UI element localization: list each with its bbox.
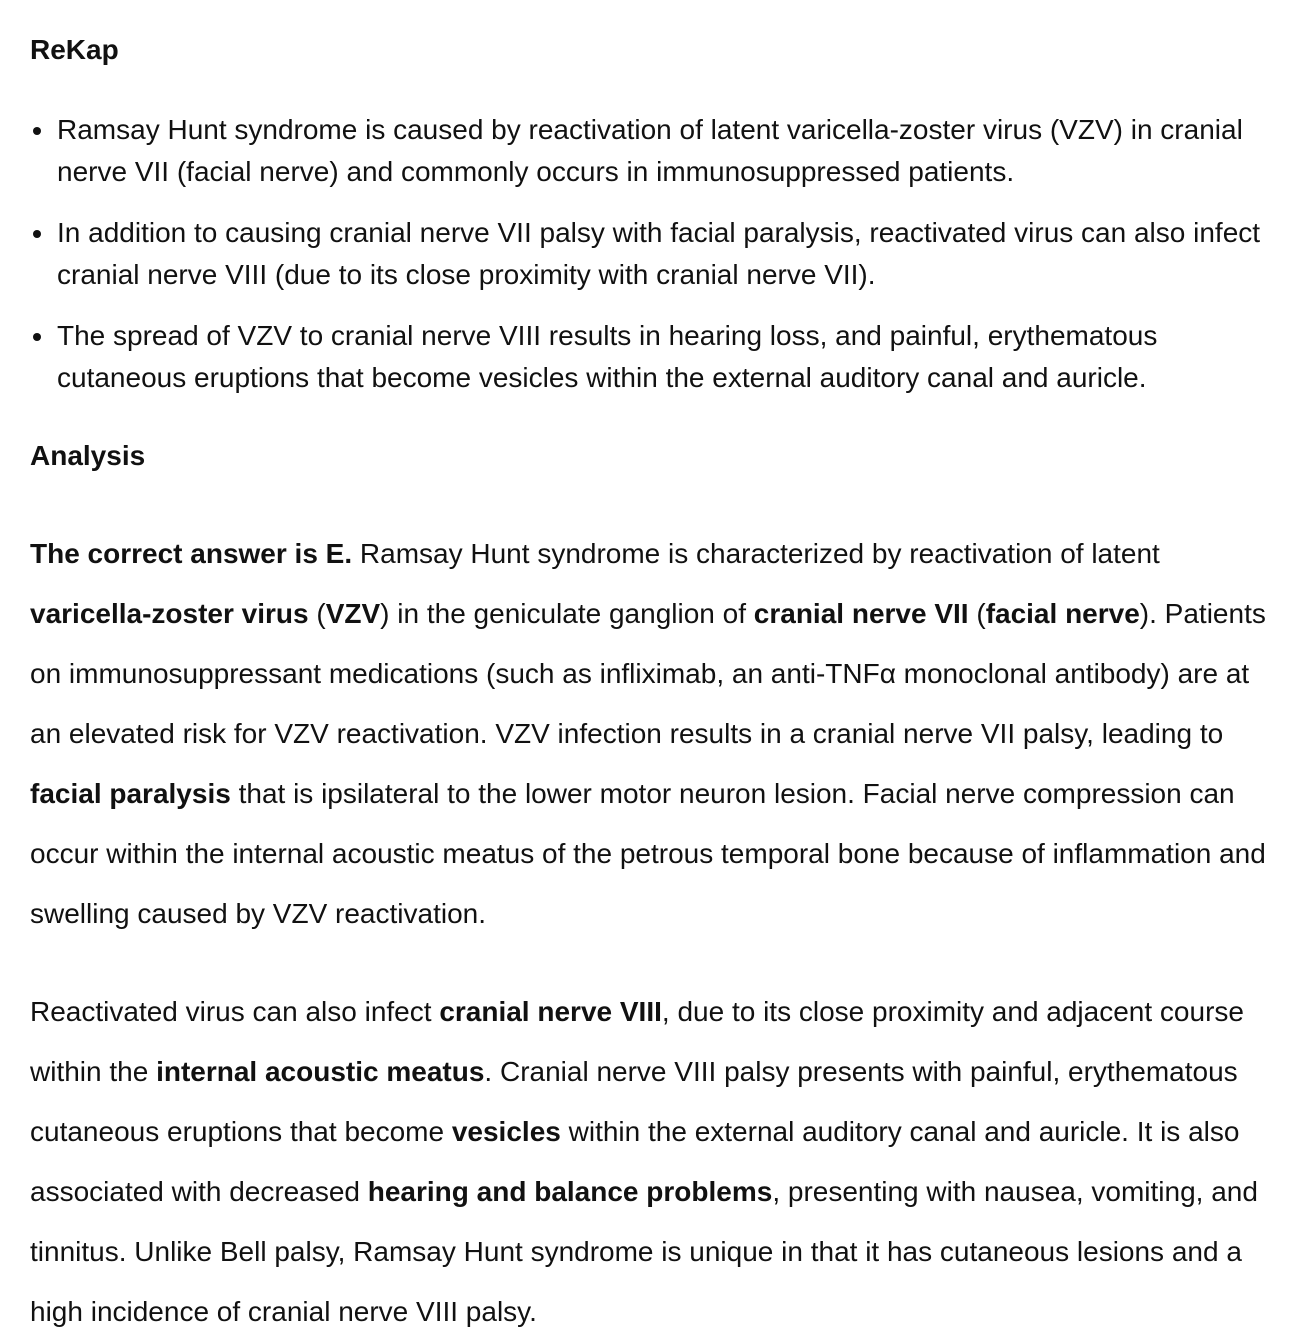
bold-term: cranial nerve VIII	[439, 996, 662, 1027]
recap-item: In addition to causing cranial nerve VII palsy with facial paralysis, reactivated virus can also infect cranial nerve VIII (due to its close proximity with cranial nerve VII).	[30, 212, 1286, 296]
text-span: . Cranial nerve VIII palsy presents with painful, erythematous cutaneous eruptions that become	[30, 1056, 1238, 1147]
correct-answer-statement: The correct answer is E.	[30, 538, 353, 569]
bold-term: vesicles	[451, 1116, 561, 1147]
bold-term: facial paralysis	[30, 778, 231, 809]
recap-item: Ramsay Hunt syndrome is caused by reactivation of latent varicella-zoster virus (VZV) in cranial nerve VII (facial nerve) and commonly occurs in immunosuppressed patients.	[30, 109, 1286, 193]
text-span: , due to its close proximity and adjacent course within the	[30, 996, 1244, 1087]
text-span: within the external auditory canal and auricle. It is also associated with decreased	[30, 1116, 1240, 1207]
text-span: Ramsay Hunt syndrome is characterized by reactivation of latent	[352, 538, 1160, 569]
bold-term: varicella-zoster virus	[30, 598, 309, 629]
bold-term: facial nerve	[985, 598, 1140, 629]
bold-term: VZV	[325, 598, 381, 629]
text-span: that is ipsilateral to the lower motor neuron lesion. Facial nerve compression can occur within the internal acoustic meatus of the petrous temporal bone because of inflammation and swelling caused by VZV reactivation.	[30, 778, 1266, 929]
text-span: ) in the geniculate ganglion of	[380, 598, 754, 629]
bold-term: internal acoustic meatus	[156, 1056, 485, 1087]
bold-term: hearing and balance problems	[367, 1176, 773, 1207]
text-span: (	[968, 598, 986, 629]
text-span: Reactivated virus can also infect	[30, 996, 440, 1027]
recap-item: The spread of VZV to cranial nerve VIII results in hearing loss, and painful, erythematous cutaneous eruptions that become vesicles within the external auditory canal and auricle.	[30, 315, 1286, 399]
text-span: (	[308, 598, 326, 629]
text-span: ). Patients on immunosuppressant medications (such as infliximab, an anti-TNFα monoclonal antibody) are at an elevated risk for VZV reactivation. VZV infection results in a cranial nerve VII palsy, leading to	[30, 598, 1266, 749]
recap-heading: ReKap	[30, 34, 119, 65]
bold-term: cranial nerve VII	[753, 598, 969, 629]
analysis-paragraph-1	[30, 524, 1286, 944]
analysis-heading: Analysis	[30, 440, 146, 471]
text-span: , presenting with nausea, vomiting, and tinnitus. Unlike Bell palsy, Ramsay Hunt syndrome is unique in that it has cutaneous lesions and a high incidence of cranial nerve VIII palsy.	[30, 1176, 1258, 1327]
analysis-paragraph-2	[30, 982, 1286, 1342]
recap-list	[30, 109, 1286, 418]
